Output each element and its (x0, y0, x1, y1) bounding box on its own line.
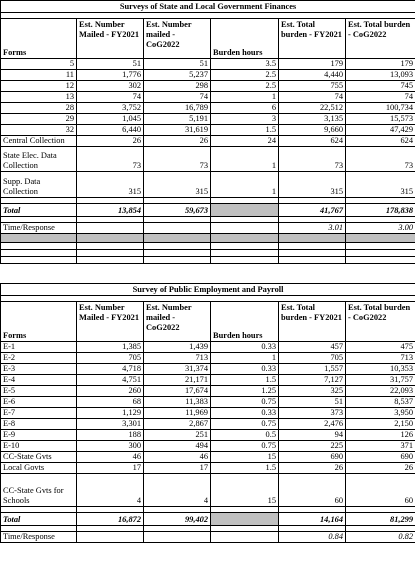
table-cell: 713 (346, 353, 415, 364)
table-cell: 179 (346, 59, 415, 70)
time-response-cell (211, 223, 279, 234)
row-label: E-3 (1, 364, 77, 375)
table-row (1, 452, 415, 463)
table-cell: 100,734 (346, 103, 415, 114)
table-cell: 302 (77, 81, 144, 92)
table-cell: 1 (211, 92, 279, 103)
table-cell: 1,776 (77, 70, 144, 81)
table-cell: 6,440 (77, 125, 144, 136)
table-cell: 73 (279, 147, 346, 172)
time-response-cell: 3.01 (279, 223, 346, 234)
empty-cell (1, 243, 77, 250)
table-row (1, 125, 415, 136)
row-label: CC-State Gvts (1, 452, 77, 463)
time-response-row (1, 223, 415, 234)
row-label: CC-State Gvts for Schools (1, 474, 77, 507)
table-cell: 4,440 (279, 70, 346, 81)
table-cell: 126 (346, 430, 415, 441)
table-row (1, 430, 415, 441)
table-title: Surveys of State and Local Government Finances (1, 1, 415, 13)
empty-cell (211, 257, 279, 264)
row-label: 13 (1, 92, 77, 103)
row-label: E-2 (1, 353, 77, 364)
table-cell: 3,950 (346, 408, 415, 419)
table-cell: 51 (279, 397, 346, 408)
table-row (1, 81, 415, 92)
table-cell: 15 (211, 452, 279, 463)
table-row (1, 375, 415, 386)
total-cell: 59,673 (144, 204, 211, 217)
table-cell: 22,512 (279, 103, 346, 114)
table-cell: 705 (77, 353, 144, 364)
table-cell: 74 (77, 92, 144, 103)
empty-cell (144, 250, 211, 257)
table-cell: 1.5 (211, 125, 279, 136)
table-cell: 74 (144, 92, 211, 103)
table-cell: 1.25 (211, 386, 279, 397)
table-cell: 494 (144, 441, 211, 452)
table-row (1, 474, 415, 507)
column-header: Forms (1, 19, 77, 59)
table-cell: 31,619 (144, 125, 211, 136)
table-cell: 73 (346, 147, 415, 172)
table-row (1, 103, 415, 114)
table-row (1, 172, 415, 198)
total-cell: 13,854 (77, 204, 144, 217)
shaded-cell (77, 234, 144, 243)
time-response-cell: 0.82 (346, 532, 415, 543)
row-label: E-1 (1, 342, 77, 353)
table-cell: 2.5 (211, 70, 279, 81)
time-response-cell (144, 532, 211, 543)
table-cell: 26 (346, 463, 415, 474)
table-cell: 745 (346, 81, 415, 92)
table-cell: 51 (144, 59, 211, 70)
table-cell: 74 (346, 92, 415, 103)
row-label: 29 (1, 114, 77, 125)
column-header: Est. Total burden - CoG2022 (346, 302, 415, 342)
table-cell: 315 (279, 172, 346, 198)
table-cell: 60 (346, 474, 415, 507)
table-cell: 51 (77, 59, 144, 70)
row-label: 11 (1, 70, 77, 81)
table-cell: 47,429 (346, 125, 415, 136)
table-row (1, 114, 415, 125)
empty-cell (346, 250, 415, 257)
table-row (1, 353, 415, 364)
table-row (1, 59, 415, 70)
spacer-row (1, 257, 415, 264)
table-cell: 1,385 (77, 342, 144, 353)
row-label: 5 (1, 59, 77, 70)
table-cell: 300 (77, 441, 144, 452)
spacer-row (1, 250, 415, 257)
column-header: Est. Number Mailed - FY2021 (77, 19, 144, 59)
table-cell: 73 (144, 147, 211, 172)
table-cell: 31,374 (144, 364, 211, 375)
row-label: 12 (1, 81, 77, 92)
table-cell: 11,383 (144, 397, 211, 408)
table-row (1, 441, 415, 452)
table-cell: 94 (279, 430, 346, 441)
header-row (1, 19, 415, 59)
row-label: Central Collection (1, 136, 77, 147)
row-label: E-10 (1, 441, 77, 452)
empty-cell (211, 250, 279, 257)
table-cell: 3,301 (77, 419, 144, 430)
empty-cell (77, 257, 144, 264)
row-label: State Elec. Data Collection (1, 147, 77, 172)
table-cell: 46 (144, 452, 211, 463)
table-cell: 7,127 (279, 375, 346, 386)
column-header: Est. Total burden - FY2021 (279, 302, 346, 342)
table-cell: 1,557 (279, 364, 346, 375)
table-cell: 5,237 (144, 70, 211, 81)
total-cell (211, 513, 279, 526)
table-row (1, 147, 415, 172)
table-row (1, 136, 415, 147)
table-cell: 17 (144, 463, 211, 474)
table-row (1, 419, 415, 430)
shaded-cell (346, 234, 415, 243)
table-cell: 2,867 (144, 419, 211, 430)
table-cell: 457 (279, 342, 346, 353)
state-local-finances-table (0, 0, 415, 264)
table-cell: 9,660 (279, 125, 346, 136)
table-cell: 5,191 (144, 114, 211, 125)
table-cell: 755 (279, 81, 346, 92)
table-cell: 1.5 (211, 375, 279, 386)
column-header: Est. Number mailed - CoG2022 (144, 302, 211, 342)
table-cell: 1 (211, 172, 279, 198)
table-cell: 624 (346, 136, 415, 147)
table-cell: 188 (77, 430, 144, 441)
total-row (1, 513, 415, 526)
row-label: E-7 (1, 408, 77, 419)
table-row (1, 92, 415, 103)
table-cell: 15,573 (346, 114, 415, 125)
table-cell: 315 (346, 172, 415, 198)
table-cell: 13,093 (346, 70, 415, 81)
table-cell: 3,752 (77, 103, 144, 114)
row-label: E-5 (1, 386, 77, 397)
table-cell: 713 (144, 353, 211, 364)
table-cell: 705 (279, 353, 346, 364)
column-header: Est. Total burden - FY2021 (279, 19, 346, 59)
empty-cell (346, 257, 415, 264)
column-header: Burden hours (211, 302, 279, 342)
row-label: E-4 (1, 375, 77, 386)
table-row (1, 364, 415, 375)
table-cell: 315 (144, 172, 211, 198)
column-header: Burden hours (211, 19, 279, 59)
row-label: 28 (1, 103, 77, 114)
table-cell: 1,439 (144, 342, 211, 353)
row-label: Supp. Data Collection (1, 172, 77, 198)
empty-cell (144, 257, 211, 264)
table-cell: 21,171 (144, 375, 211, 386)
total-label: Total (1, 513, 77, 526)
time-response-cell (77, 223, 144, 234)
shaded-cell (1, 234, 77, 243)
total-label: Total (1, 204, 77, 217)
table-row (1, 408, 415, 419)
total-cell (211, 204, 279, 217)
row-label: 32 (1, 125, 77, 136)
time-response-label: Time/Response (1, 223, 77, 234)
time-response-label: Time/Response (1, 532, 77, 543)
total-cell: 41,767 (279, 204, 346, 217)
table-cell: 0.33 (211, 364, 279, 375)
empty-cell (279, 250, 346, 257)
column-header: Est. Number Mailed - FY2021 (77, 302, 144, 342)
time-response-cell (77, 532, 144, 543)
row-label: E-6 (1, 397, 77, 408)
empty-cell (279, 243, 346, 250)
table-cell: 1,045 (77, 114, 144, 125)
table-cell: 0.33 (211, 408, 279, 419)
table-cell: 315 (77, 172, 144, 198)
table-cell: 74 (279, 92, 346, 103)
table-cell: 251 (144, 430, 211, 441)
table-cell: 0.5 (211, 430, 279, 441)
table-row (1, 70, 415, 81)
table-cell: 4,718 (77, 364, 144, 375)
table-cell: 26 (77, 136, 144, 147)
table-cell: 16,789 (144, 103, 211, 114)
table-cell: 1 (211, 353, 279, 364)
table-cell: 3 (211, 114, 279, 125)
total-cell: 99,402 (144, 513, 211, 526)
column-header: Forms (1, 302, 77, 342)
table-cell: 11,969 (144, 408, 211, 419)
table-row (1, 342, 415, 353)
table-cell: 325 (279, 386, 346, 397)
table-cell: 4 (77, 474, 144, 507)
empty-cell (1, 250, 77, 257)
table-cell: 15 (211, 474, 279, 507)
row-label: E-9 (1, 430, 77, 441)
table-cell: 373 (279, 408, 346, 419)
total-cell: 178,838 (346, 204, 415, 217)
table-cell: 4,751 (77, 375, 144, 386)
table-cell: 690 (279, 452, 346, 463)
table-cell: 1,129 (77, 408, 144, 419)
table-cell: 179 (279, 59, 346, 70)
table-cell: 31,757 (346, 375, 415, 386)
table-cell: 0.33 (211, 342, 279, 353)
total-row (1, 204, 415, 217)
table-cell: 260 (77, 386, 144, 397)
table-cell: 26 (279, 463, 346, 474)
table-cell: 26 (144, 136, 211, 147)
empty-cell (1, 257, 77, 264)
table-title: Survey of Public Employment and Payroll (1, 284, 415, 296)
table-row (1, 397, 415, 408)
time-response-cell: 3.00 (346, 223, 415, 234)
total-cell: 81,299 (346, 513, 415, 526)
empty-cell (77, 250, 144, 257)
table-cell: 3.5 (211, 59, 279, 70)
empty-cell (77, 243, 144, 250)
table-cell: 2,476 (279, 419, 346, 430)
table-cell: 298 (144, 81, 211, 92)
table-cell: 46 (77, 452, 144, 463)
shaded-cell (211, 234, 279, 243)
table-cell: 690 (346, 452, 415, 463)
table-cell: 225 (279, 441, 346, 452)
table-cell: 1.5 (211, 463, 279, 474)
table-cell: 17 (77, 463, 144, 474)
table-cell: 60 (279, 474, 346, 507)
table-cell: 624 (279, 136, 346, 147)
time-response-cell (211, 532, 279, 543)
table-cell: 22,093 (346, 386, 415, 397)
table-cell: 6 (211, 103, 279, 114)
table-cell: 3,135 (279, 114, 346, 125)
table-cell: 2,150 (346, 419, 415, 430)
empty-cell (211, 243, 279, 250)
table-cell: 24 (211, 136, 279, 147)
time-response-cell (144, 223, 211, 234)
header-row (1, 302, 415, 342)
shaded-cell (144, 234, 211, 243)
table-cell: 10,353 (346, 364, 415, 375)
total-cell: 14,164 (279, 513, 346, 526)
spacer-row (1, 243, 415, 250)
table-cell: 0.75 (211, 397, 279, 408)
table-cell: 8,537 (346, 397, 415, 408)
empty-cell (346, 243, 415, 250)
table-cell: 17,674 (144, 386, 211, 397)
table-cell: 0.75 (211, 419, 279, 430)
table-cell: 4 (144, 474, 211, 507)
column-header: Est. Total burden - CoG2022 (346, 19, 415, 59)
table-row (1, 386, 415, 397)
table-row (1, 463, 415, 474)
row-label: Local Govts (1, 463, 77, 474)
table-cell: 475 (346, 342, 415, 353)
column-header: Est. Number mailed - CoG2022 (144, 19, 211, 59)
table-cell: 68 (77, 397, 144, 408)
shaded-cell (279, 234, 346, 243)
time-response-cell: 0.84 (279, 532, 346, 543)
empty-cell (279, 257, 346, 264)
shaded-row (1, 234, 415, 243)
table-cell: 73 (77, 147, 144, 172)
public-employment-payroll-table (0, 283, 415, 543)
total-cell: 16,872 (77, 513, 144, 526)
table-cell: 1 (211, 147, 279, 172)
table-cell: 2.5 (211, 81, 279, 92)
row-label: E-8 (1, 419, 77, 430)
empty-cell (144, 243, 211, 250)
table-cell: 0.75 (211, 441, 279, 452)
time-response-row (1, 532, 415, 543)
table-cell: 371 (346, 441, 415, 452)
